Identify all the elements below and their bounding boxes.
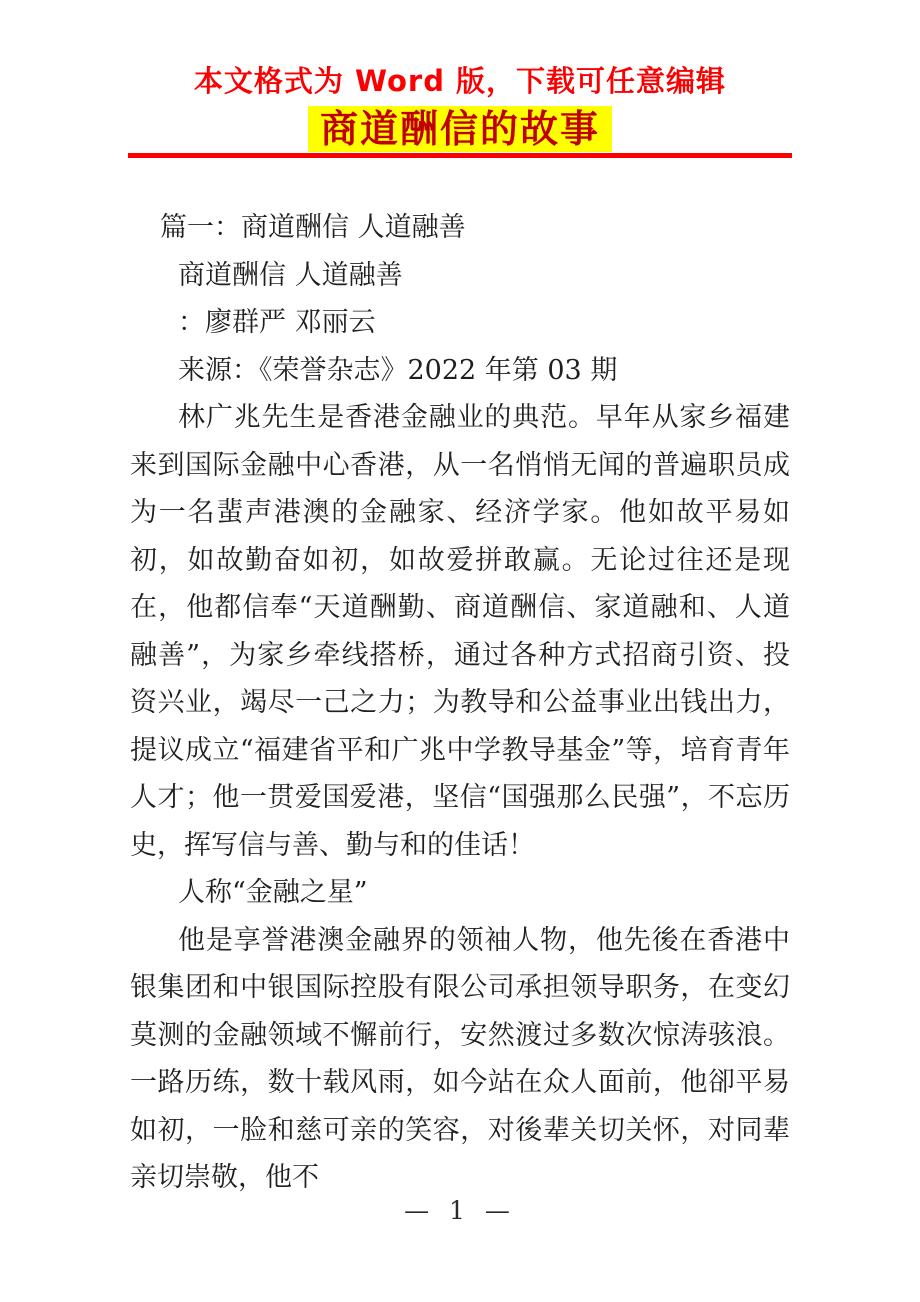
document-title: 商道酬信的故事 [308, 106, 612, 152]
title-row [0, 106, 920, 152]
red-divider-line [128, 153, 792, 158]
paragraph: 来源：《荣誉杂志》2022 年第 03 期 [178, 354, 618, 386]
page-footer [0, 1196, 920, 1225]
page-number: — 1 — [404, 1196, 516, 1225]
paragraph: 人称“金融之星” [178, 877, 368, 908]
paragraph: 商道酬信 人道融善 [178, 259, 403, 291]
document-body [130, 204, 790, 1202]
paragraph: 林广兆先生是香港金融业的典范。早年从家乡福建来到国际金融中心香港，从一名悄悄无闻的普遍职员成为一名蜚声港澳的金融家、经济学家。他如故平易如初，如故勤奋如初，如故爱拼敢赢。无论过往还是现在，他都信奉“天道酬勤、商道酬信、家道融和、人道融善”，为家乡牵线搭桥，通过各种方式招商引资、投资兴业，竭尽一己之力；为教导和公益事业出钱出力，提议成立“福建省平和广兆中学教导基金”等，培育青年人才；他一贯爱国爱港，坚信“国强那么民强”，不忘历史，挥写信与善、勤与和的佳话！ [130, 402, 790, 861]
format-notice: 本文格式为 Word 版，下载可任意编辑 [193, 64, 727, 98]
paragraph: ：廖群严 邓丽云 [178, 307, 376, 338]
paragraph: 他是享誉港澳金融界的领袖人物，他先後在香港中银集团和中银国际控股有限公司承担领导职务，在变幻莫测的金融领域不懈前行，安然渡过多数次惊涛骇浪。一路历练，数十载风雨，如今站在众人面前，他卻平易如初，一脸和慈可亲的笑容，对後辈关切关怀，对同辈亲切崇敬，他不 [130, 924, 790, 1193]
paragraph: 篇一：商道酬信 人道融善 [160, 212, 466, 243]
